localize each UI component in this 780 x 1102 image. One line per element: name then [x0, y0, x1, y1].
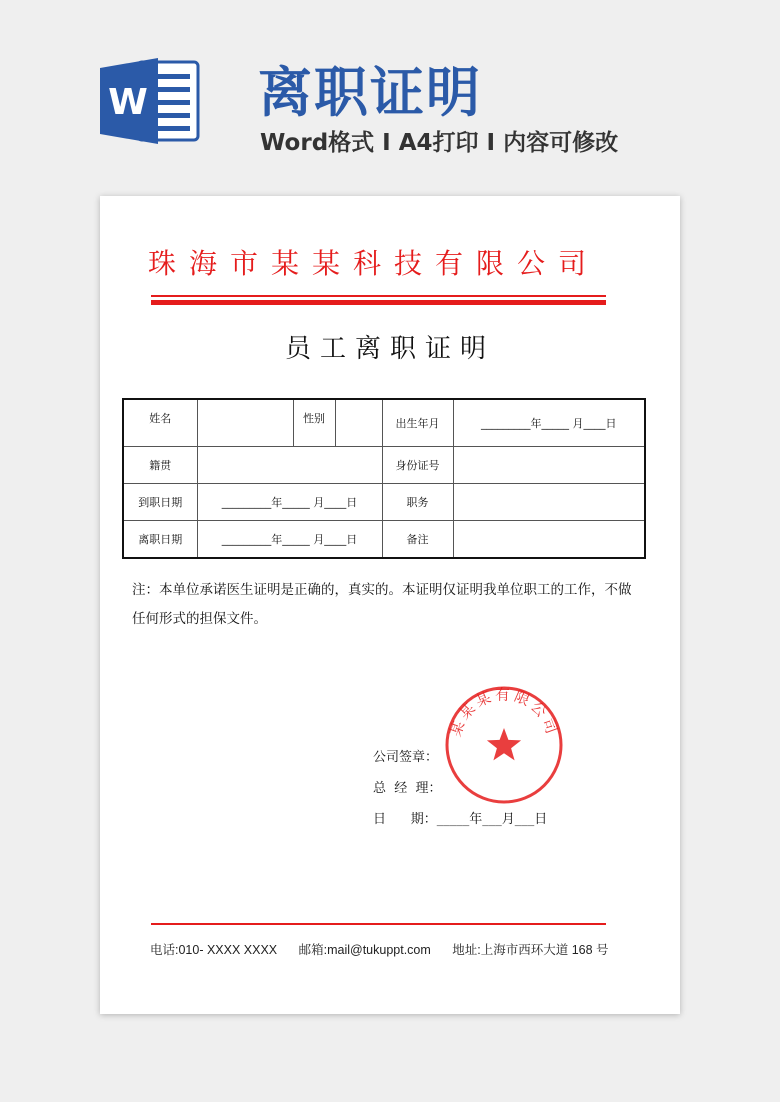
birth-field[interactable]: _________年_____ 月____日 [453, 399, 645, 447]
table-row [123, 484, 645, 521]
table-row [123, 399, 645, 447]
gender-field[interactable] [335, 399, 382, 447]
footer-contact [150, 940, 627, 958]
position-field[interactable] [453, 484, 645, 521]
stamp-text: 某某某有限公司 [446, 685, 562, 739]
company-stamp [443, 684, 565, 806]
position-label: 职务 [382, 484, 453, 521]
footer-phone: 电话:010- XXXX XXXX [150, 943, 278, 957]
stamp-star-icon [487, 728, 521, 760]
banner-subtitle: Word格式 I A4打印 I 内容可修改 [260, 130, 619, 156]
remark-label: 备注 [382, 521, 453, 559]
hire-date-label: 到职日期 [123, 484, 197, 521]
id-field[interactable] [453, 447, 645, 484]
leave-date-field[interactable]: _________年_____ 月____日 [197, 521, 382, 559]
manager-label: 总 经 理： [373, 781, 442, 796]
id-label: 身份证号 [382, 447, 453, 484]
leave-date-label: 离职日期 [123, 521, 197, 559]
word-app-icon [100, 58, 200, 144]
table-row [123, 447, 645, 484]
remark-field[interactable] [453, 521, 645, 559]
origin-label: 籍贯 [123, 447, 197, 484]
origin-field[interactable] [197, 447, 382, 484]
banner-title: 离职证明 [258, 61, 482, 124]
seal-label: 公司签章： [373, 750, 439, 765]
company-name: 珠海市某某科技有限公司 [148, 247, 600, 280]
header-rule-thick [151, 300, 606, 305]
document-sheet [100, 196, 680, 1014]
gender-label: 性别 [293, 399, 335, 447]
footer-email: 邮箱:mail@tukuppt.com [298, 943, 431, 957]
document-title: 员工离职证明 [284, 334, 495, 364]
hire-date-field[interactable]: _________年_____ 月____日 [197, 484, 382, 521]
footer-address: 地址:上海市西环大道 168 号 [452, 943, 609, 957]
word-icon-letter: W [108, 82, 148, 123]
name-field[interactable] [197, 399, 293, 447]
table-row [123, 521, 645, 559]
footer-rule [151, 923, 606, 925]
name-label: 姓名 [123, 399, 197, 447]
employee-info-table [122, 398, 646, 559]
date-label: 日 期：_____年___月___日 [373, 812, 548, 827]
birth-label: 出生年月 [382, 399, 453, 447]
note-paragraph: 注：本单位承诺医生证明是正确的，真实的。本证明仅证明我单位职工的工作，不做任何形式的担保文件。 [132, 582, 632, 627]
header-rule-thin [151, 295, 606, 297]
